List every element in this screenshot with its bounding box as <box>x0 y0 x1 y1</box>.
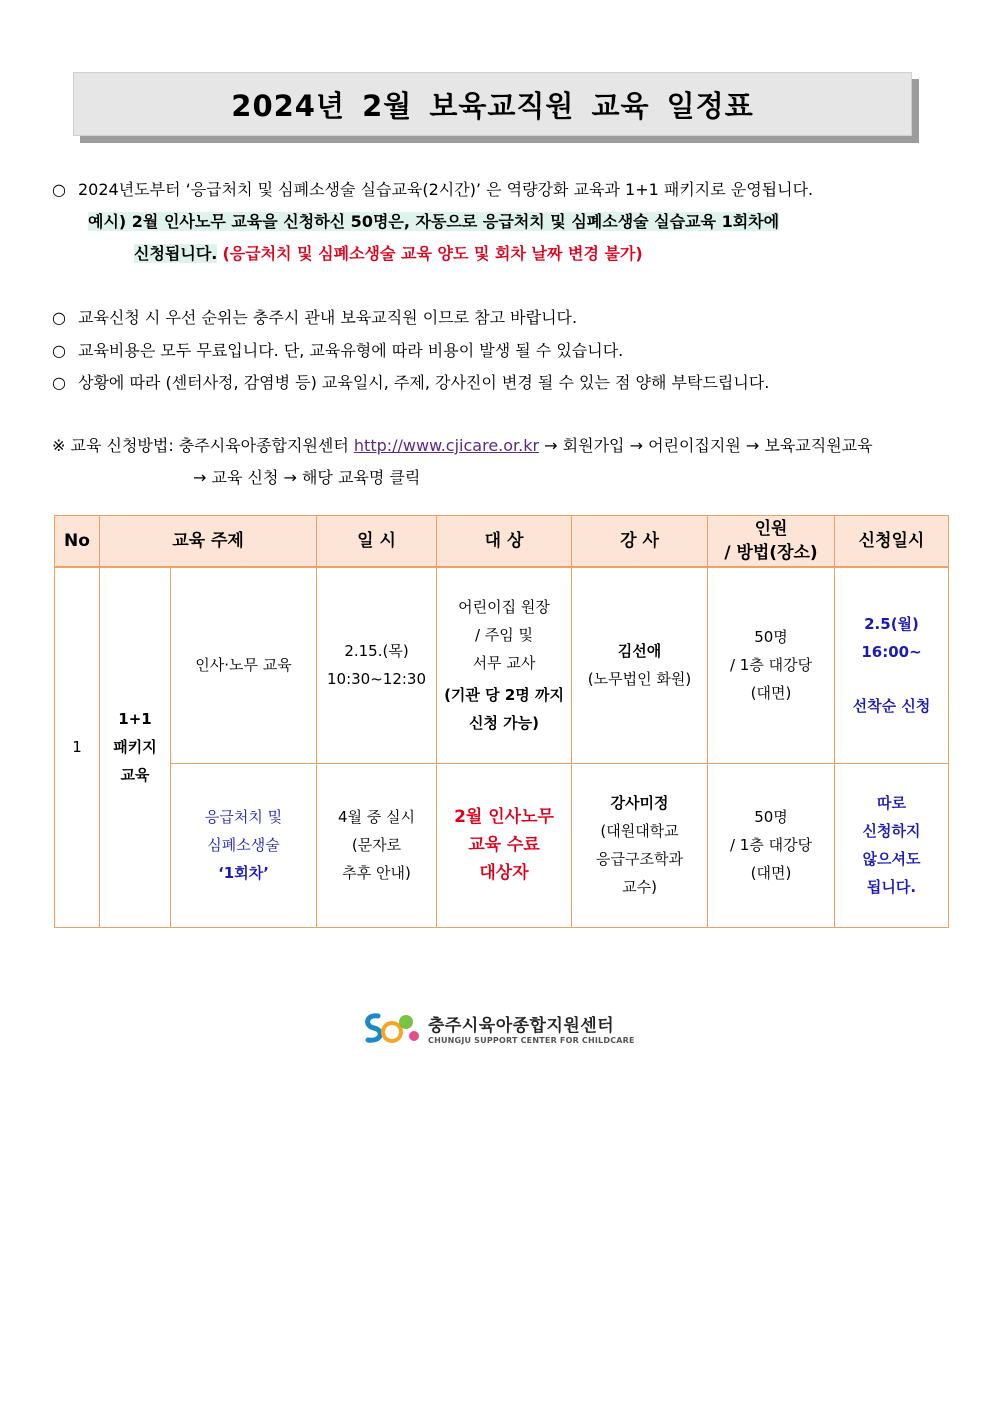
time: 10:30~12:30 <box>327 670 427 689</box>
cap-l2: / 1층 대강당 <box>729 836 813 854</box>
apply-cell <box>835 567 949 763</box>
apply-method-line-2: → 교육 신청 → 해당 교육명 클릭 <box>193 468 421 487</box>
center-website-link[interactable]: http://www.cjicare.or.kr <box>353 436 540 455</box>
package-label <box>100 567 171 927</box>
topic-cell <box>171 763 317 927</box>
header-capacity-l1: 인원 <box>754 519 788 539</box>
org-name-ko: 충주시육아종합지원센터 <box>428 1016 615 1036</box>
header-target: 대 상 <box>437 516 572 568</box>
apply-l4: 됩니다. <box>866 878 917 896</box>
instructor-l3: 응급구조학과 <box>596 850 683 868</box>
target-cell <box>437 567 572 763</box>
bullet-icon: ○ <box>52 308 66 327</box>
apply-time: 16:00~ <box>861 643 922 662</box>
target-l1: 어린이집 원장 <box>458 598 550 617</box>
cap-l1: 50명 <box>754 808 788 826</box>
header-datetime: 일 시 <box>317 516 437 568</box>
cap-l1: 50명 <box>754 628 788 647</box>
topic-l1: 응급처치 및 <box>204 808 283 826</box>
apply-cell <box>835 763 949 927</box>
notice-item-3 <box>52 370 769 393</box>
example-line-1 <box>88 209 779 232</box>
date: 2.15.(목) <box>344 642 409 661</box>
target-note-l2: 신청 가능) <box>468 714 540 733</box>
notice-item-text: 교육비용은 모두 무료입니다. 단, 교육유형에 따라 비용이 발생 될 수 있습니다. <box>78 341 624 360</box>
cap-l3: (대면) <box>750 864 792 882</box>
cap-l2: / 1층 대강당 <box>729 656 813 675</box>
date-l2: (문자로 <box>351 836 402 854</box>
page-title: 2024년 2월 보육교직원 교육 일정표 <box>73 72 912 136</box>
date-l1: 4월 중 실시 <box>337 808 416 826</box>
notice-item-text: 상황에 따라 (센터사정, 감염병 등) 교육일시, 주제, 강사진이 변경 될 수 있는 점 양해 부탁드립니다. <box>78 373 770 392</box>
header-no: No <box>55 516 100 568</box>
datetime-cell <box>317 567 437 763</box>
example-warning: (응급처치 및 심폐소생술 교육 양도 및 회차 날짜 변경 불가) <box>222 244 643 263</box>
apply-method-line-1 <box>52 433 873 456</box>
instructor-cell <box>572 567 708 763</box>
cap-l3: (대면) <box>750 684 792 703</box>
package-l2: 패키지 <box>113 738 157 757</box>
header-capacity-l2: / 방법(장소) <box>724 543 818 563</box>
instructor-l2: (대원대학교 <box>600 822 679 840</box>
example-text-2: 신청됩니다. <box>134 244 218 263</box>
instructor-desc: (노무법인 화원) <box>587 670 692 689</box>
apply-method-suffix: → 회원가입 → 어린이집지원 → 보육교직원교육 <box>544 436 873 455</box>
date-l3: 추후 안내) <box>342 864 411 882</box>
capacity-cell <box>708 567 835 763</box>
apply-l1: 따로 <box>877 794 906 812</box>
org-name-en: CHUNGJU SUPPORT CENTER FOR CHILDCARE <box>428 1036 635 1045</box>
package-l3: 교육 <box>120 766 150 785</box>
notice-item-1 <box>52 305 577 328</box>
header-instructor: 강 사 <box>572 516 708 568</box>
target-l1: 2월 인사노무 <box>454 807 554 827</box>
table-header-row <box>55 516 949 568</box>
datetime-cell <box>317 763 437 927</box>
capacity-cell <box>708 763 835 927</box>
topic-l2: 심폐소생술 <box>207 836 280 854</box>
table-row <box>55 763 949 927</box>
target-cell <box>437 763 572 927</box>
bullet-icon: ○ <box>52 373 66 392</box>
instructor-name: 강사미정 <box>610 794 669 812</box>
topic-cell: 인사·노무 교육 <box>171 567 317 763</box>
package-l1: 1+1 <box>118 710 152 729</box>
apply-l2: 신청하지 <box>862 822 921 840</box>
target-l3: 대상자 <box>479 863 529 883</box>
target-l2: 교육 수료 <box>468 835 540 855</box>
bullet-icon: ○ <box>52 341 66 360</box>
header-apply: 신청일시 <box>835 516 949 568</box>
topic-l3: ‘1회차’ <box>218 864 269 882</box>
example-text-1: 예시) 2월 인사노무 교육을 신청하신 50명은, 자동으로 응급처치 및 심폐소생술 실습교육 1회차에 <box>88 212 780 231</box>
apply-note: 선착순 신청 <box>852 697 931 716</box>
table-row <box>55 567 949 763</box>
schedule-table <box>54 515 949 928</box>
notice-item-2 <box>52 338 623 361</box>
target-l2: / 주임 및 <box>474 626 534 645</box>
instructor-cell <box>572 763 708 927</box>
center-logo-icon <box>362 1008 422 1048</box>
bullet-icon: ○ <box>52 180 66 199</box>
notice-item-text: 교육신청 시 우선 순위는 충주시 관내 보육교직원 이므로 참고 바랍니다. <box>78 308 578 327</box>
apply-method-prefix: ※ 교육 신청방법: 충주시육아종합지원센터 <box>52 436 349 455</box>
example-line-2 <box>134 241 643 264</box>
apply-l3: 않으셔도 <box>862 850 921 868</box>
row-no: 1 <box>55 567 100 927</box>
apply-date: 2.5(월) <box>864 615 919 634</box>
center-logo <box>362 1008 635 1048</box>
notice-text-1: 2024년도부터 ‘응급처치 및 심폐소생술 실습교육(2시간)’ 은 역량강화 교육과 1+1 패키지로 운영됩니다. <box>78 180 814 199</box>
header-topic: 교육 주제 <box>100 516 317 568</box>
instructor-l4: 교수) <box>622 878 657 896</box>
target-l3: 서무 교사 <box>472 654 536 673</box>
notice-line-1 <box>52 177 813 200</box>
instructor-name: 김선애 <box>617 642 662 661</box>
target-note-l1: (기관 당 2명 까지 <box>444 686 564 705</box>
header-capacity <box>708 516 835 568</box>
